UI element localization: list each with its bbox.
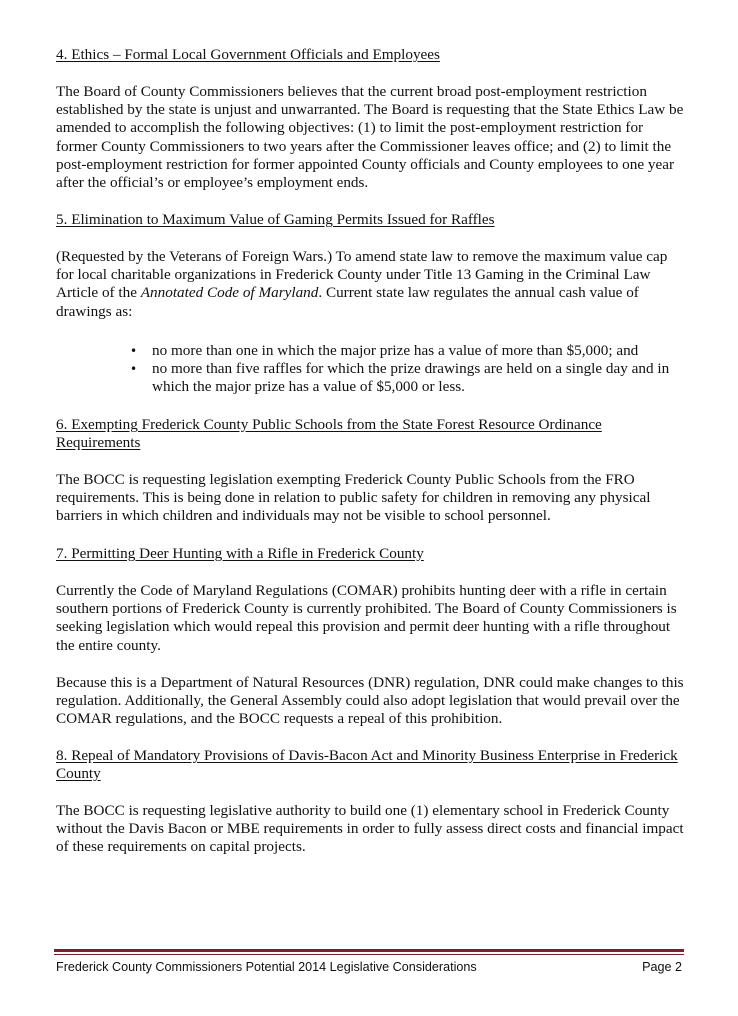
footer-rule [54, 949, 684, 952]
footer-rule-thin [54, 954, 684, 955]
section-5-heading: 5. Elimination to Maximum Value of Gaming Permits Issued for Raffles [56, 211, 495, 228]
section-5-intro-code-name: Annotated Code of Maryland [140, 284, 319, 302]
bullet-icon: • [130, 344, 138, 358]
section-5-bullet-list [130, 342, 690, 397]
page-footer [56, 958, 682, 976]
section-5-intro-text: (Requested by the Veterans of Foreign Wars.) To amend state law to remove the maximum value cap for local charitable organizations in Frederick County under Title 13 Gaming in the Criminal Law Article of the [56, 248, 668, 302]
page-number: Page 2 [642, 960, 682, 974]
footer-title: Frederick County Commissioners Potential 2014 Legislative Considerations [56, 960, 477, 974]
section-7-paragraph-1: Currently the Code of Maryland Regulations (COMAR) prohibits hunting deer with a rifle in certain southern portions of Frederick County is currently prohibited. The Board of County Commissioners is seeking legislation which would repeal this provision and permit deer hunting with a rifle throughout the entire county. [56, 582, 677, 654]
list-item [130, 360, 690, 396]
section-4-paragraph: The Board of County Commissioners believes that the current broad post-employment restriction established by the state is unjust and unwarranted. The Board is requesting that the State Ethics Law be amended to accomplish the following objectives: (1) to limit the post-employment restriction for former County Commissioners to two years after the Commissioner leaves office; and (2) to limit the post-employment restriction for former appointed County officials and County employees to one year after the official’s or employee’s employment ends. [56, 83, 684, 192]
section-7-paragraph-2: Because this is a Department of Natural Resources (DNR) regulation, DNR could make changes to this regulation. Additionally, the General Assembly could also adopt legislation that would prevail over the COMAR regulations, and the BOCC requests a repeal of this prohibition. [56, 674, 684, 728]
bullet-icon: • [130, 362, 138, 377]
bullet-text: no more than one in which the major prize has a value of more than $5,000; and [152, 342, 639, 359]
section-5-intro [56, 248, 686, 321]
section-8-paragraph: The BOCC is requesting legislative authority to build one (1) elementary school in Frederick County without the Davis Bacon or MBE requirements in order to fully assess direct costs and financial impact of these requirements on capital projects. [56, 802, 684, 856]
section-7-heading: 7. Permitting Deer Hunting with a Rifle in Frederick County [56, 545, 424, 562]
bullet-text: no more than five raffles for which the prize drawings are held on a single day and in which the major prize has a value of $5,000 or less. [152, 360, 670, 396]
section-4-heading: 4. Ethics – Formal Local Government Officials and Employees [56, 46, 440, 63]
list-item [130, 342, 690, 360]
section-6-heading: 6. Exempting Frederick County Public Schools from the State Forest Resource Ordinance Requirements [56, 416, 602, 452]
section-8-heading: 8. Repeal of Mandatory Provisions of Davis-Bacon Act and Minority Business Enterprise in Frederick County [56, 747, 678, 783]
section-6-paragraph: The BOCC is requesting legislation exempting Frederick County Public Schools from the FRO requirements. This is being done in relation to public safety for children in removing any physical barriers in which children and individuals may not be visible to school personnel. [56, 471, 651, 525]
section-5-intro-text-end: . Current state law regulates the annual cash value of drawings as: [56, 284, 639, 320]
